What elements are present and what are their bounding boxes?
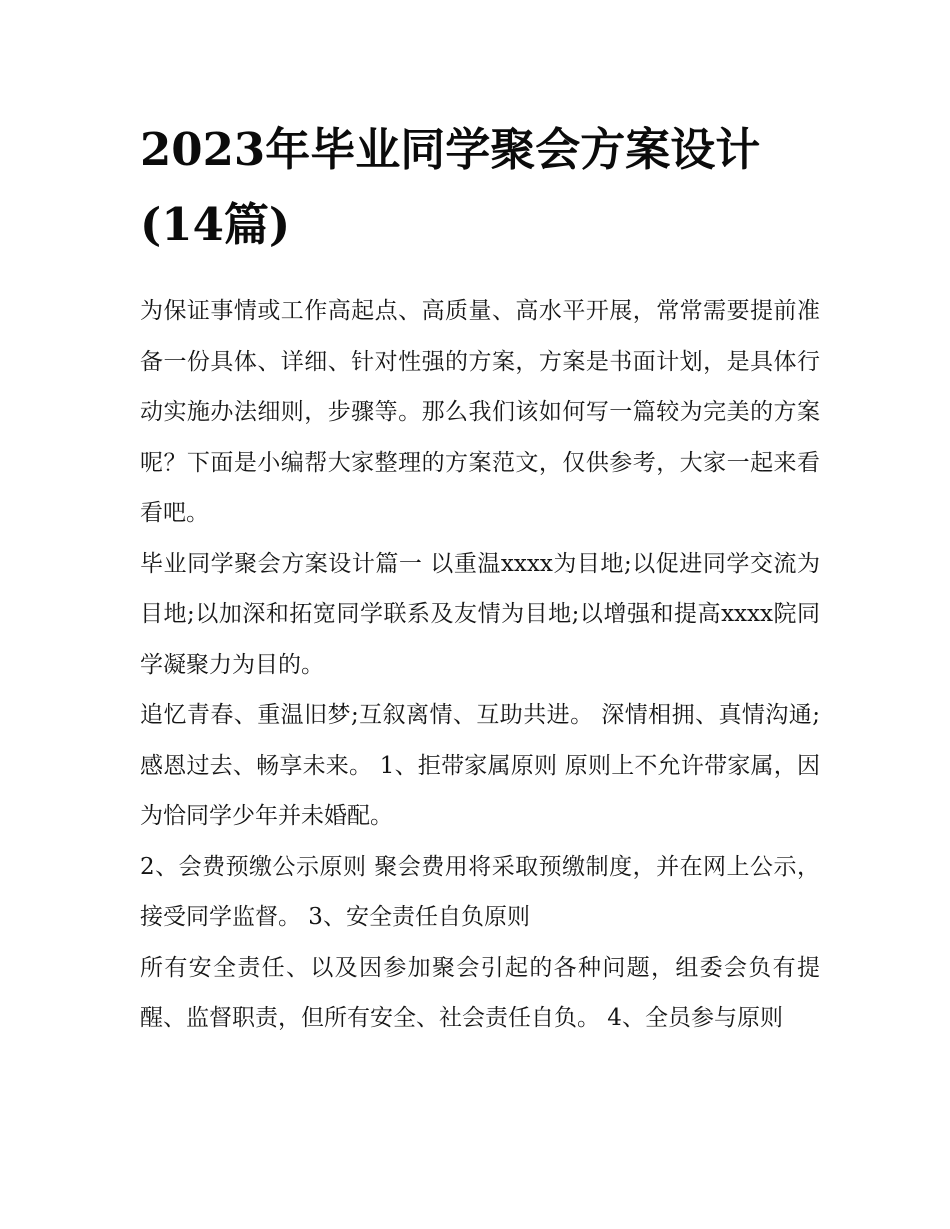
document-body [140,112,820,1044]
safety-principle-paragraph: 所有安全责任、以及因参加聚会引起的各种问题，组委会负有提醒、监督职责，但所有安全、社会责任自负。 4、全员参与原则 [140,954,820,1031]
fee-principle-paragraph: 2、会费预缴公示原则 聚会费用将采取预缴制度，并在网上公示，接受同学监督。 3、安全责任自负原则 [140,853,820,930]
theme-principle-paragraph: 追忆青春、重温旧梦;互叙离情、互助共进。 深情相拥、真情沟通;感恩过去、畅享未来。 1、拒带家属原则 原则上不允许带家属，因为恰同学少年并未婚配。 [140,702,820,829]
title-block [140,112,820,262]
section-one-paragraph: 毕业同学聚会方案设计篇一 以重温xxxx为目地;以促进同学交流为目地;以加深和拓宽同学联系及友情为目地;以增强和提高xxxx院同学凝聚力为目的。 [140,550,820,678]
intro-paragraph: 为保证事情或工作高起点、高质量、高水平开展，常常需要提前准备一份具体、详细、针对性强的方案，方案是书面计划，是具体行动实施办法细则，步骤等。那么我们该如何写一篇较为完美的方案呢？下面是小编帮大家整理的方案范文，仅供参考，大家一起来看看吧。 [140,298,820,526]
document-title: 2023年毕业同学聚会方案设计(14篇) [140,123,761,251]
